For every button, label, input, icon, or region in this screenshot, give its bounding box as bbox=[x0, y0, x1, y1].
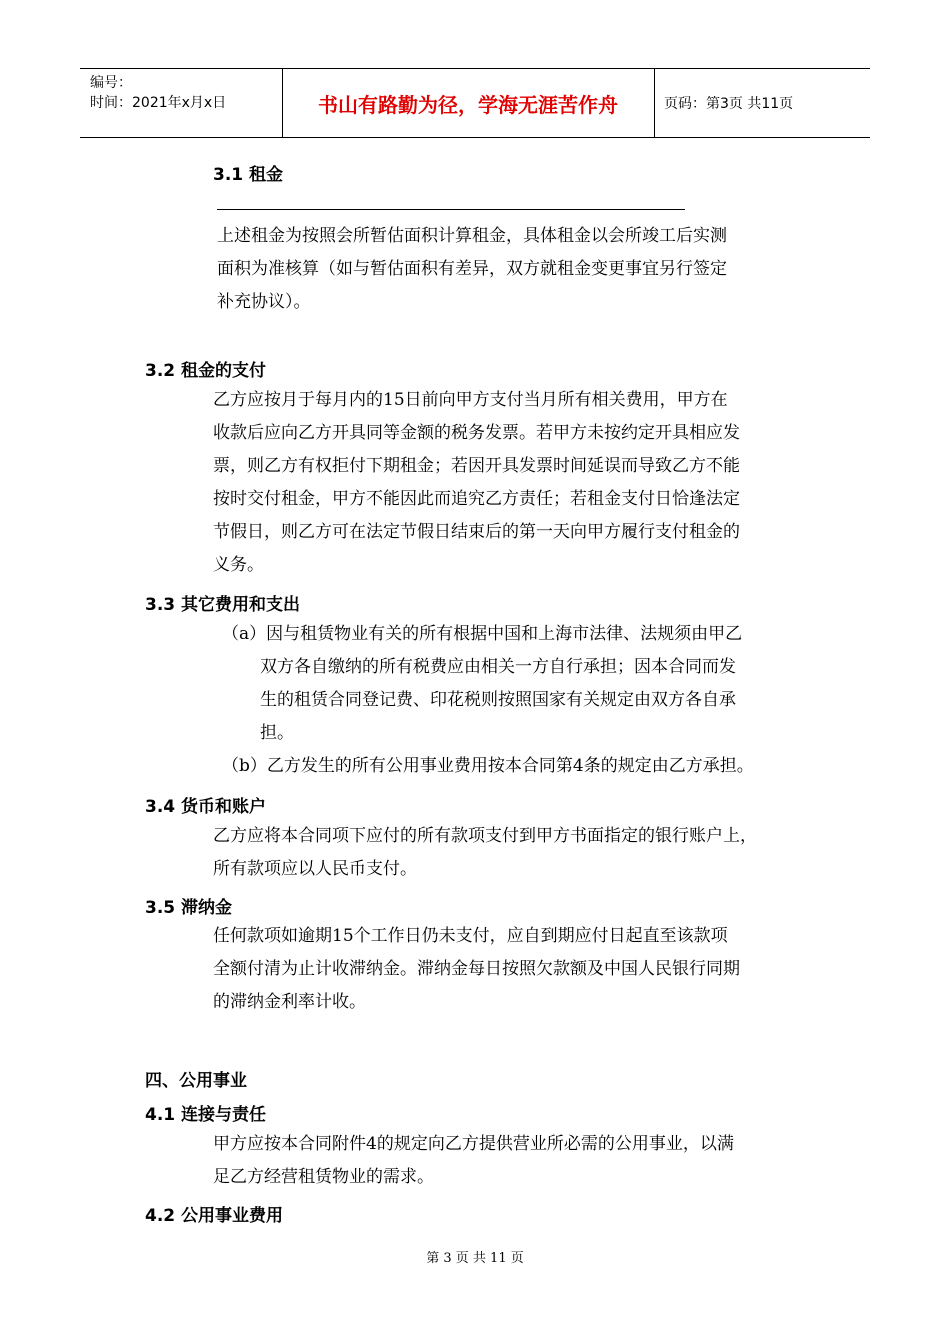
page-footer: 第 3 页 共 11 页 bbox=[426, 1251, 524, 1266]
text-line: 按时交付租金，甲方不能因此而追究乙方责任；若租金支付日恰逢法定 bbox=[213, 489, 740, 509]
document-header bbox=[80, 68, 870, 138]
section-3-4-body bbox=[213, 820, 757, 886]
text-line: 收款后应向乙方开具同等金额的税务发票。若甲方未按约定开具相应发 bbox=[213, 423, 740, 443]
section-4-2-title: 4.2 公用事业费用 bbox=[145, 1206, 284, 1226]
text-line: 补充协议）。 bbox=[217, 292, 311, 312]
section-3-2-title: 3.2 租金的支付 bbox=[145, 361, 267, 381]
section-3-1-body bbox=[217, 220, 727, 319]
date-label: 时间：2021年x月x日 bbox=[90, 95, 227, 111]
number-label: 编号： bbox=[90, 75, 132, 91]
section-3-2-body bbox=[213, 384, 740, 582]
text-line: 节假日，则乙方可在法定节假日结束后的第一天向甲方履行支付租金的 bbox=[213, 522, 740, 542]
section-3-1-title: 3.1 租金 bbox=[213, 165, 284, 185]
text-line: 担。 bbox=[260, 723, 294, 743]
text-line: 甲方应按本合同附件4的规定向乙方提供营业所必需的公用事业，以满 bbox=[213, 1134, 734, 1154]
header-divider bbox=[654, 69, 655, 137]
chapter-4-title: 四、公用事业 bbox=[145, 1071, 247, 1091]
text-line: 乙方应将本合同项下应付的所有款项支付到甲方书面指定的银行账户上， bbox=[213, 826, 757, 846]
text-line: 生的租赁合同登记费、印花税则按照国家有关规定由双方各自承 bbox=[260, 690, 736, 710]
section-3-5-title: 3.5 滞纳金 bbox=[145, 898, 233, 918]
section-3-5-body bbox=[213, 920, 740, 1019]
text-line: 面积为准核算（如与暂估面积有差异，双方就租金变更事宜另行签定 bbox=[217, 259, 727, 279]
section-3-4-title: 3.4 货币和账户 bbox=[145, 797, 267, 817]
text-line: 双方各自缴纳的所有税费应由相关一方自行承担；因本合同而发 bbox=[260, 657, 736, 677]
text-line: 的滞纳金利率计收。 bbox=[213, 992, 366, 1012]
section-3-3-title: 3.3 其它费用和支出 bbox=[145, 595, 301, 615]
text-line: 上述租金为按照会所暂估面积计算租金，具体租金以会所竣工后实测 bbox=[217, 226, 727, 246]
section-3-3-item-b: （b）乙方发生的所有公用事业费用按本合同第4条的规定由乙方承担。 bbox=[222, 756, 754, 776]
header-meta bbox=[90, 73, 226, 113]
text-line: 所有款项应以人民币支付。 bbox=[213, 859, 417, 879]
text-line: 义务。 bbox=[213, 555, 264, 575]
text-line: 乙方应按月于每月内的15日前向甲方支付当月所有相关费用，甲方在 bbox=[213, 390, 728, 410]
text-line: 全额付清为止计收滞纳金。滞纳金每日按照欠款额及中国人民银行同期 bbox=[213, 959, 740, 979]
text-line: 票，则乙方有权拒付下期租金；若因开具发票时间延误而导致乙方不能 bbox=[213, 456, 740, 476]
section-4-1-title: 4.1 连接与责任 bbox=[145, 1105, 267, 1125]
text-line: （a）因与租赁物业有关的所有根据中国和上海市法律、法规须由甲乙 bbox=[222, 624, 743, 644]
header-page-label: 页码：第3页 共11页 bbox=[664, 96, 794, 112]
header-motto: 书山有路勤为径，学海无涯苦作舟 bbox=[318, 92, 618, 117]
section-3-3-item-a bbox=[222, 618, 742, 750]
text-line: 足乙方经营租赁物业的需求。 bbox=[213, 1167, 434, 1187]
text-line: 任何款项如逾期15个工作日仍未支付，应自到期应付日起直至该款项 bbox=[213, 926, 728, 946]
section-4-1-body bbox=[213, 1128, 734, 1194]
blank-underline bbox=[217, 209, 685, 210]
